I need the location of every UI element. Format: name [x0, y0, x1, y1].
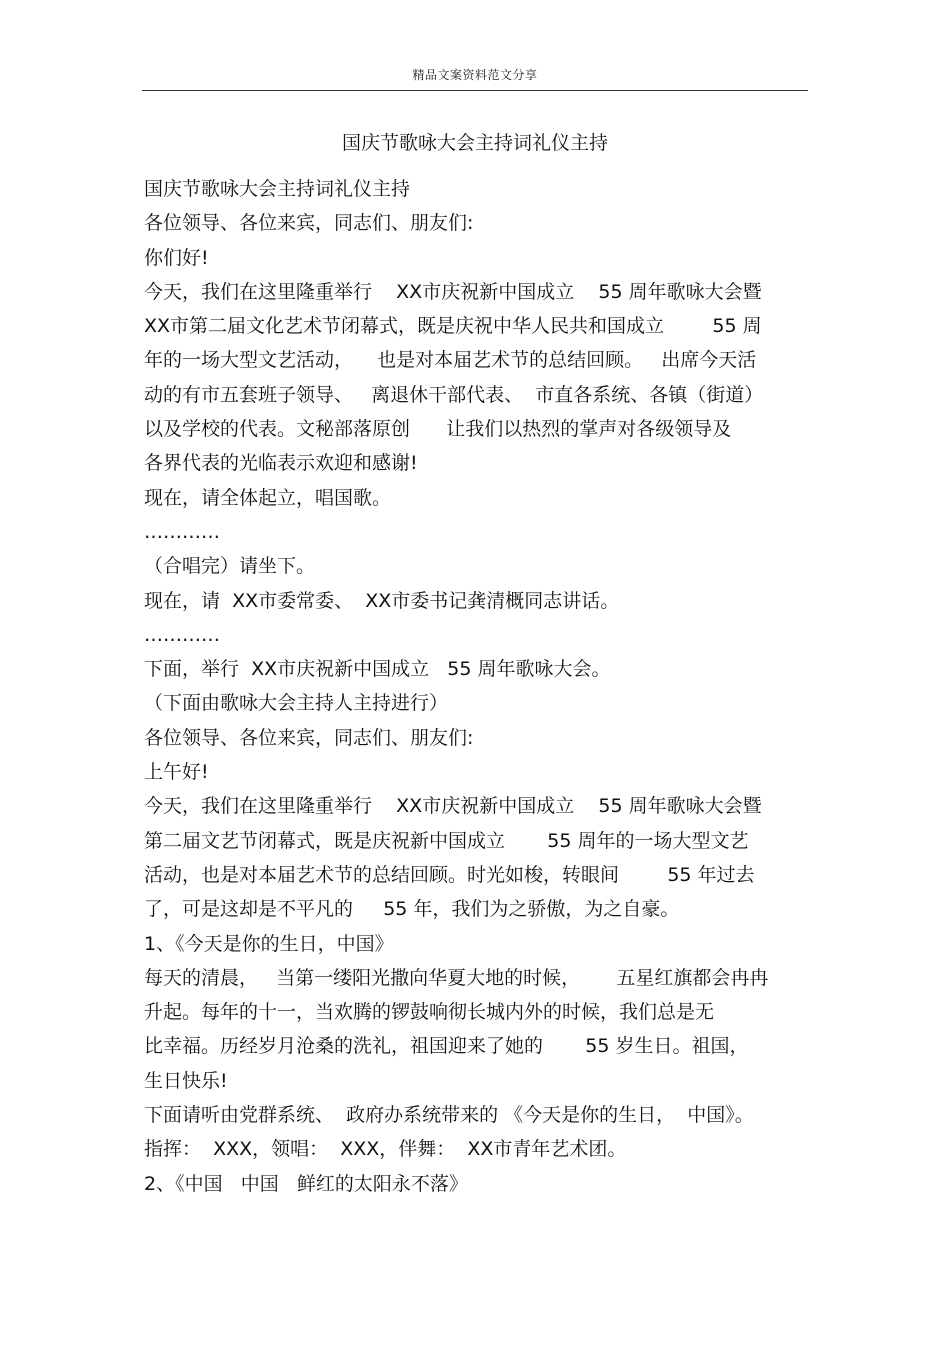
paragraph-line: 今天，我们在这里隆重举行 XX市庆祝新中国成立 55 周年歌咏大会暨: [144, 795, 762, 818]
paragraph-line: 你们好!: [144, 246, 209, 269]
header-divider: [142, 90, 808, 91]
paragraph-line: 生日快乐!: [144, 1069, 228, 1092]
paragraph-line: 1、《今天是你的生日，中国》: [144, 932, 394, 955]
paragraph-line: 今天，我们在这里隆重举行 XX市庆祝新中国成立 55 周年歌咏大会暨: [144, 280, 762, 303]
paragraph-line: 现在，请 XX市委常委、 XX市委书记龚清概同志讲话。: [144, 589, 620, 612]
paragraph-line: 年的一场大型文艺活动， 也是对本届艺术节的总结回顾。 出席今天活: [144, 349, 757, 372]
document-body: [144, 172, 808, 1201]
paragraph-line: 下面，举行 XX市庆祝新中国成立 55 周年歌咏大会。: [144, 658, 611, 681]
paragraph-line: 上午好!: [144, 761, 209, 784]
paragraph-line: …………: [144, 520, 220, 543]
paragraph-line: （合唱完）请坐下。: [144, 555, 316, 578]
paragraph-line: 现在，请全体起立，唱国歌。: [144, 486, 392, 509]
paragraph-line: 活动，也是对本届艺术节的总结回顾。时光如梭，转眼间 55 年过去: [144, 863, 755, 886]
paragraph-line: 下面请听由党群系统、 政府办系统带来的 《今天是你的生日， 中国》。: [144, 1104, 754, 1127]
document-title: 国庆节歌咏大会主持词礼仪主持: [341, 132, 608, 154]
paragraph-line: 各界代表的光临表示欢迎和感谢!: [144, 452, 418, 475]
paragraph-line: …………: [144, 623, 220, 646]
paragraph-line: 升起。每年的十一，当欢腾的锣鼓响彻长城内外的时候，我们总是无: [144, 1001, 715, 1024]
paragraph-line: 指挥： XXX，领唱： XXX，伴舞： XX市青年艺术团。: [144, 1138, 627, 1161]
paragraph-line: 每天的清晨， 当第一缕阳光撒向华夏大地的时候， 五星红旗都会冉冉: [144, 966, 769, 989]
paragraph-line: XX市第二届文化艺术节闭幕式，既是庆祝中华人民共和国成立 55 周: [144, 315, 762, 338]
paragraph-line: 2、《中国 中国 鲜红的太阳永不落》: [144, 1172, 468, 1195]
paragraph-line: 以及学校的代表。文秘部落原创 让我们以热烈的掌声对各级领导及: [144, 418, 732, 441]
paragraph-line: 比幸福。历经岁月沧桑的洗礼，祖国迎来了她的 55 岁生日。祖国，: [144, 1035, 749, 1058]
paragraph-line: 第二届文艺节闭幕式，既是庆祝新中国成立 55 周年的一场大型文艺: [144, 829, 749, 852]
paragraph-line: 各位领导、各位来宾，同志们、朋友们:: [144, 726, 474, 749]
paragraph-line: （下面由歌咏大会主持人主持进行）: [144, 692, 449, 715]
paragraph-line: 了，可是这却是不平凡的 55 年，我们为之骄傲，为之自豪。: [144, 898, 680, 921]
paragraph-line: 各位领导、各位来宾，同志们、朋友们:: [144, 212, 474, 235]
paragraph-line: 动的有市五套班子领导、 离退休干部代表、 市直各系统、各镇（街道）: [144, 383, 764, 406]
paragraph-line: 国庆节歌咏大会主持词礼仪主持: [144, 178, 411, 200]
page-header: 精品文案资料范文分享: [412, 68, 538, 82]
